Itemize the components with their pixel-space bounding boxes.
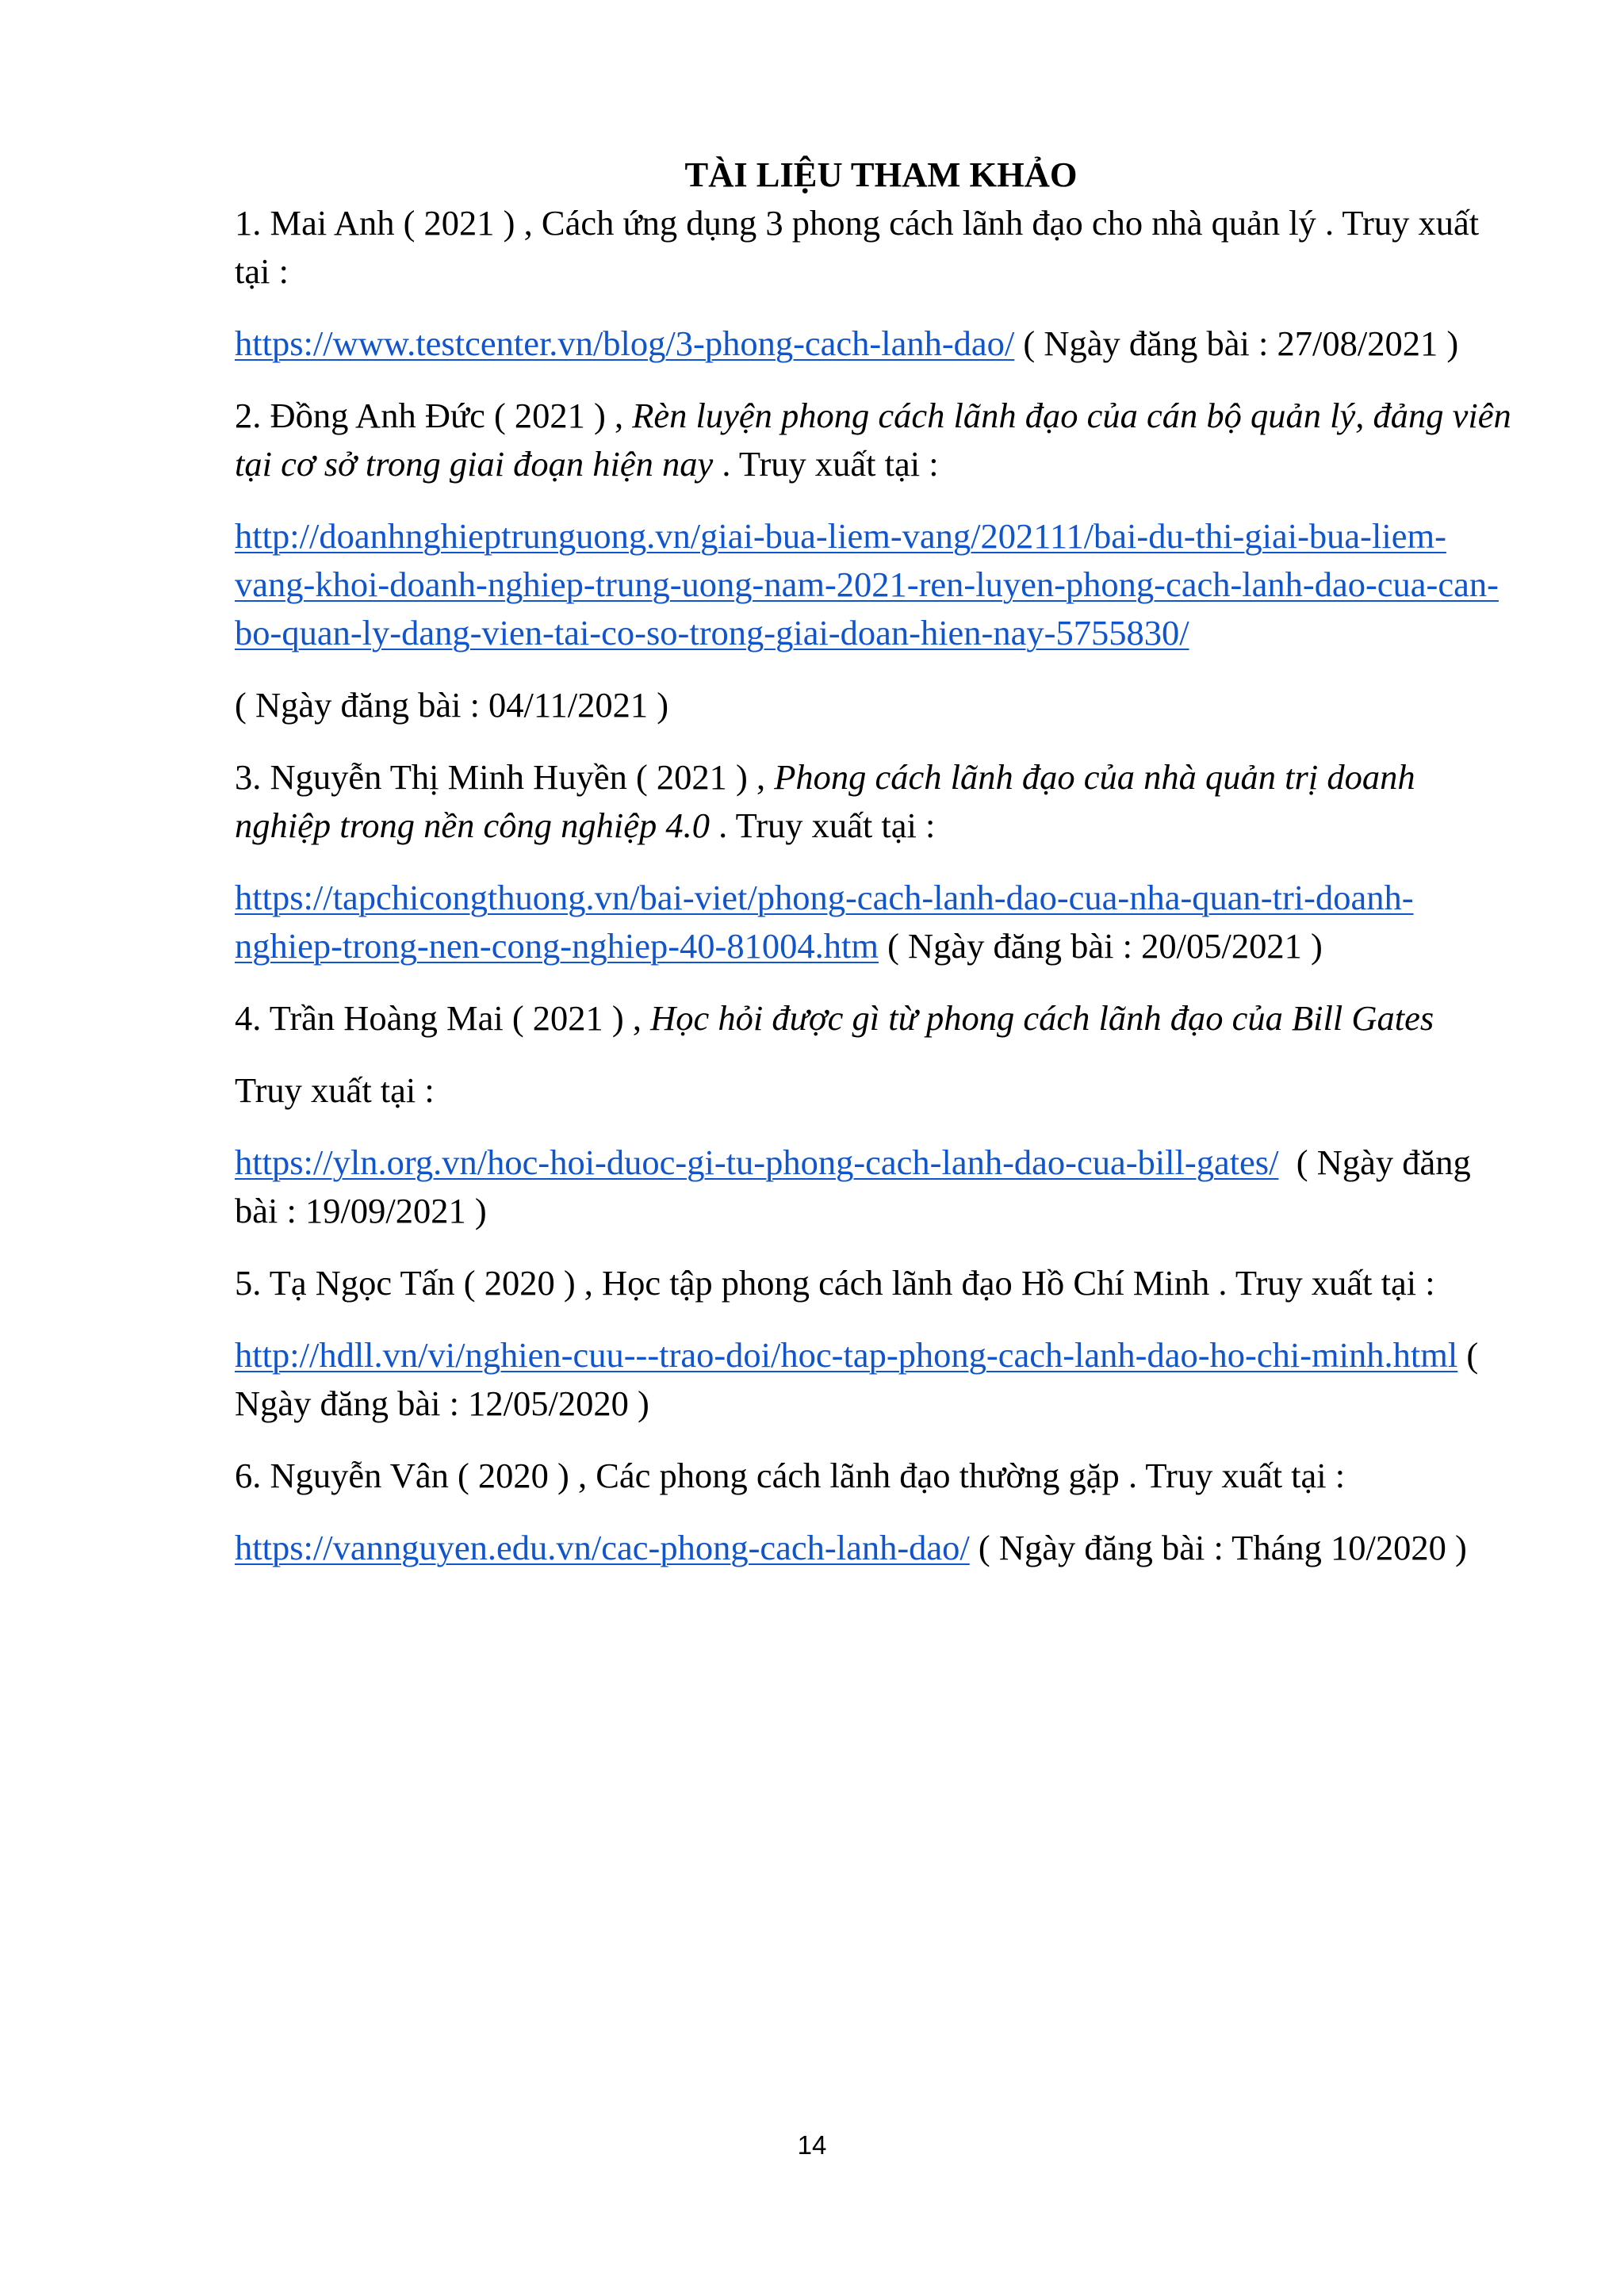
reference-6-citation bbox=[235, 1452, 1519, 1500]
page-title: TÀI LIỆU THAM KHẢO bbox=[684, 155, 1078, 194]
reference-5-title: Học tập phong cách lãnh đạo Hồ Chí Minh bbox=[602, 1263, 1210, 1303]
reference-2-prefix: 2. Đồng Anh Đức ( 2021 ) , bbox=[235, 396, 633, 435]
reference-3-source bbox=[235, 874, 1519, 970]
reference-5-citation bbox=[235, 1259, 1519, 1307]
reference-4-prefix: 4. Trần Hoàng Mai ( 2021 ) , bbox=[235, 998, 651, 1038]
reference-6-suffix: . Truy xuất tại : bbox=[1119, 1456, 1346, 1495]
reference-5-source bbox=[235, 1331, 1519, 1428]
reference-2-citation bbox=[235, 392, 1519, 488]
reference-5-link[interactable]: http://hdll.vn/vi/nghien-cuu---trao-doi/hoc-tap-phong-cach-lanh-dao-ho-chi-minh.html bbox=[235, 1335, 1458, 1375]
reference-1-suffix: . Truy xuất tại : bbox=[235, 203, 1480, 291]
reference-3-title: Phong cách lãnh đạo của nhà quản trị doanh nghiệp trong nền công nghiệp 4.0 bbox=[235, 757, 1415, 845]
reference-2-title: Rèn luyện phong cách lãnh đạo của cán bộ quản lý, đảng viên tại cơ sở trong giai đoạn hiện nay bbox=[235, 396, 1511, 484]
reference-1-link[interactable]: https://www.testcenter.vn/blog/3-phong-cach-lanh-dao/ bbox=[235, 323, 1015, 363]
reference-5-date: ( Ngày đăng bài : 12/05/2020 ) bbox=[235, 1335, 1479, 1423]
reference-4-citation bbox=[235, 994, 1519, 1043]
reference-6-prefix: 6. Nguyễn Vân ( 2020 ) , bbox=[235, 1456, 596, 1495]
reference-6-link[interactable]: https://vannguyen.edu.vn/cac-phong-cach-lanh-dao/ bbox=[235, 1528, 970, 1567]
reference-2-source bbox=[235, 512, 1519, 657]
reference-4-link[interactable]: https://yln.org.vn/hoc-hoi-duoc-gi-tu-phong-cach-lanh-dao-cua-bill-gates/ bbox=[235, 1142, 1279, 1182]
reference-3-prefix: 3. Nguyễn Thị Minh Huyền ( 2021 ) , bbox=[235, 757, 775, 797]
reference-4-source bbox=[235, 1138, 1519, 1235]
reference-1-prefix: 1. Mai Anh ( 2021 ) , bbox=[235, 203, 542, 243]
reference-1-title: Cách ứng dụng 3 phong cách lãnh đạo cho nhà quản lý bbox=[541, 203, 1316, 243]
reference-4-title: Học hỏi được gì từ phong cách lãnh đạo của Bill Gates bbox=[650, 998, 1434, 1038]
reference-1-date: ( Ngày đăng bài : 27/08/2021 ) bbox=[1014, 323, 1459, 363]
reference-5-suffix: . Truy xuất tại : bbox=[1209, 1263, 1435, 1303]
reference-4-retrieved: Truy xuất tại : bbox=[235, 1070, 435, 1110]
document-body bbox=[235, 151, 1519, 1596]
reference-2-date: ( Ngày đăng bài : 04/11/2021 ) bbox=[235, 685, 669, 725]
page-number: 14 bbox=[797, 2130, 827, 2160]
reference-6-date: ( Ngày đăng bài : Tháng 10/2020 ) bbox=[969, 1528, 1467, 1567]
reference-6-source bbox=[235, 1524, 1519, 1572]
reference-2-link[interactable]: http://doanhnghieptrunguong.vn/giai-bua-liem-vang/202111/bai-du-thi-giai-bua-liem-vang-khoi-doanh-nghiep-trung-uong-nam-2021-ren-luyen-phong-cach-lanh-dao-cua-can-bo-quan-ly-dang-vien-tai-co-so-trong-giai-doan-hien-nay-5755830/ bbox=[235, 516, 1499, 652]
reference-1-source bbox=[235, 320, 1519, 368]
reference-3-suffix: . Truy xuất tại : bbox=[710, 806, 936, 845]
reference-3-citation bbox=[235, 753, 1519, 850]
reference-1-citation bbox=[235, 199, 1519, 296]
reference-4-date: ( Ngày đăng bài : 19/09/2021 ) bbox=[235, 1142, 1480, 1230]
reference-5-prefix: 5. Tạ Ngọc Tấn ( 2020 ) , bbox=[235, 1263, 603, 1303]
reference-3-link[interactable]: https://tapchicongthuong.vn/bai-viet/phong-cach-lanh-dao-cua-nha-quan-tri-doanh-nghiep-trong-nen-cong-nghiep-40-81004.htm bbox=[235, 878, 1414, 966]
reference-3-date: ( Ngày đăng bài : 20/05/2021 ) bbox=[878, 926, 1323, 966]
reference-6-title: Các phong cách lãnh đạo thường gặp bbox=[596, 1456, 1120, 1495]
reference-2-suffix: . Truy xuất tại : bbox=[713, 444, 939, 484]
